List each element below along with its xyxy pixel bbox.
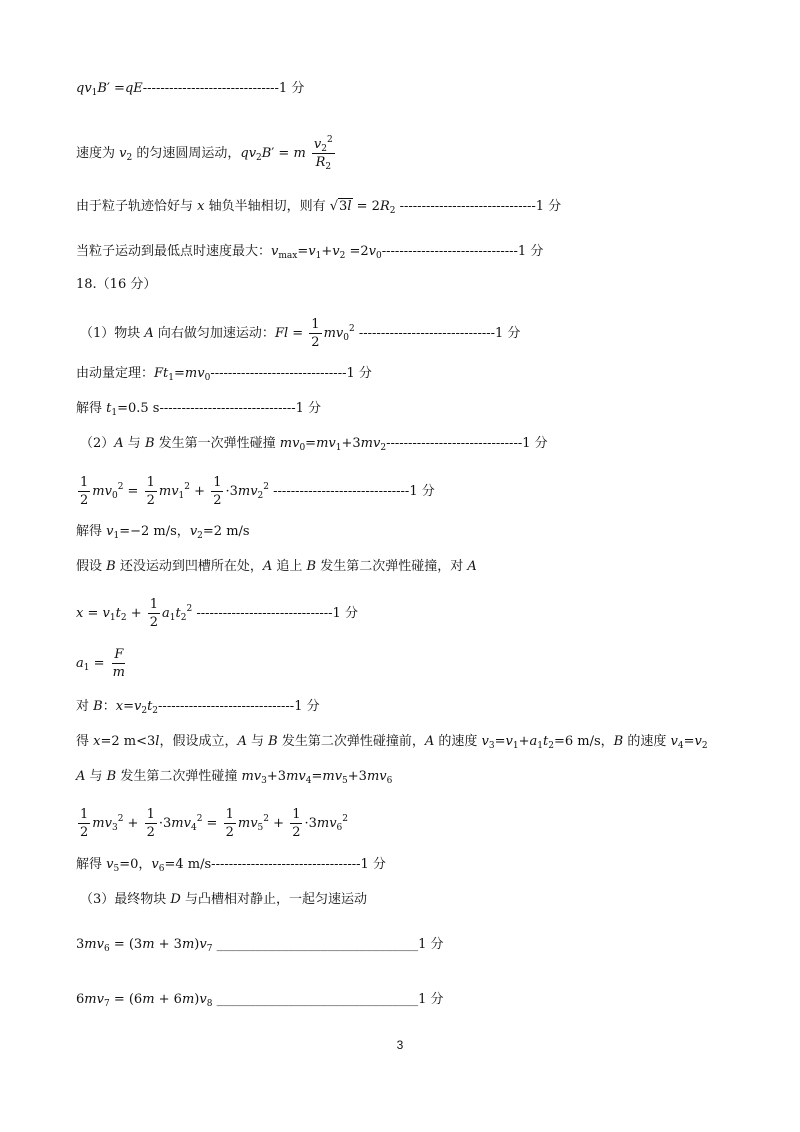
solution-line-21: $3mv_6 = (3m + 3m)v_7$ _______________________________1 分	[76, 937, 444, 954]
fraction-f-over-m: $\frac{F}{m}$	[112, 647, 125, 680]
fraction-half: $\frac{1}{2}$	[146, 807, 155, 840]
page-number: 3	[396, 1038, 404, 1052]
solution-line-18: $\frac{1}{2}$ $mv_3^2$ + $\frac{1}{2}$ $\cdot 3mv_4^2$ = $\frac{1}{2}$ $mv_5^2$ + $\frac{1}{2}$ $\cdot 3mv_6^2$	[80, 807, 349, 840]
solution-line-11: 解得 $v_1=-2$ m/s，$v_2=2$ m/s	[76, 524, 250, 541]
solution-line-4: 当粒子运动到最低点时速度最大：$v_{max}=v_1+v_2 =2v_0-------------------------------1$ 分	[76, 244, 544, 261]
solution-line-6: （1）物块 A 向右做匀加速运动：Fl = $\frac{1}{2}$ $mv_0^2$ -------------------------------1 分	[80, 317, 521, 350]
solution-line-8: 解得 $t_1=0.5$ s-------------------------------1 分	[76, 401, 322, 418]
solution-line-1: $qv_1B' =qE-------------------------------1$ 分	[76, 81, 305, 98]
fraction-half: $\frac{1}{2}$	[80, 475, 89, 508]
fraction-half: $\frac{1}{2}$	[225, 807, 234, 840]
solution-line-9: （2）A 与 B 发生第一次弹性碰撞 $mv_0=mv_1+3mv_2-------------------------------1$ 分	[80, 436, 548, 453]
fraction-half: $\frac{1}{2}$	[80, 807, 89, 840]
question-18-heading: 18.（16 分）	[76, 277, 157, 292]
fraction-half: $\frac{1}{2}$	[146, 475, 155, 508]
solution-line-12: 假设 B 还没运动到凹槽所在处，A 追上 B 发生第二次弹性碰撞，对 A	[76, 559, 477, 574]
solution-line-14: $a_1$ = $\frac{F}{m}$	[76, 647, 125, 680]
solution-line-17: A 与 B 发生第二次弹性碰撞 $mv_3+3mv_4=mv_5+3mv_6$	[76, 769, 393, 786]
solution-line-16: 得 x=2 m<3l，假设成立，A 与 B 发生第二次弹性碰撞前，A 的速度 $v_3=v_1+a_1t_2=6$ m/s，B 的速度 $v_4=v_2$	[76, 734, 708, 751]
fraction-half: $\frac{1}{2}$	[292, 807, 301, 840]
fraction-v2sq-over-r2: $\frac{v_2^2}{R_2}$	[313, 135, 333, 172]
solution-line-10: $\frac{1}{2}$ $mv_0^2$ = $\frac{1}{2}$ $mv_1^2$ + $\frac{1}{2}$ $\cdot 3mv_2^2$ -------------------------------1 分	[80, 475, 435, 508]
fraction-half: $\frac{1}{2}$	[311, 317, 320, 350]
solution-line-22: $6mv_7 = (6m + 6m)v_8$ _______________________________1 分	[76, 992, 444, 1009]
solution-line-20: （3）最终物块 D 与凸槽相对静止，一起匀速运动	[80, 892, 367, 907]
solution-line-19: 解得 $v_5=0$，$v_6=4$ m/s----------------------------------1 分	[76, 857, 386, 874]
fraction-half: $\frac{1}{2}$	[149, 597, 159, 630]
solution-line-7: 由动量定理：$Ft_1=mv_0-------------------------------1$ 分	[76, 366, 372, 383]
fraction-half: $\frac{1}{2}$	[213, 475, 222, 508]
solution-line-15: 对 B：$x=v_2t_2-------------------------------1$ 分	[76, 699, 320, 716]
solution-line-3: 由于粒子轨迹恰好与 x 轴负半轴相切，则有 $√3l = 2R_2$ -------------------------------1 分	[76, 199, 562, 216]
solution-line-2: 速度为 $v_2$ 的匀速圆周运动，$qv_2B' = m$ $\frac{v_2^2}{R_2}$	[76, 135, 333, 172]
solution-line-13: $x = v_1t_2$ + $\frac{1}{2}$ $a_1t_2^2$ -------------------------------1 分	[76, 597, 358, 630]
